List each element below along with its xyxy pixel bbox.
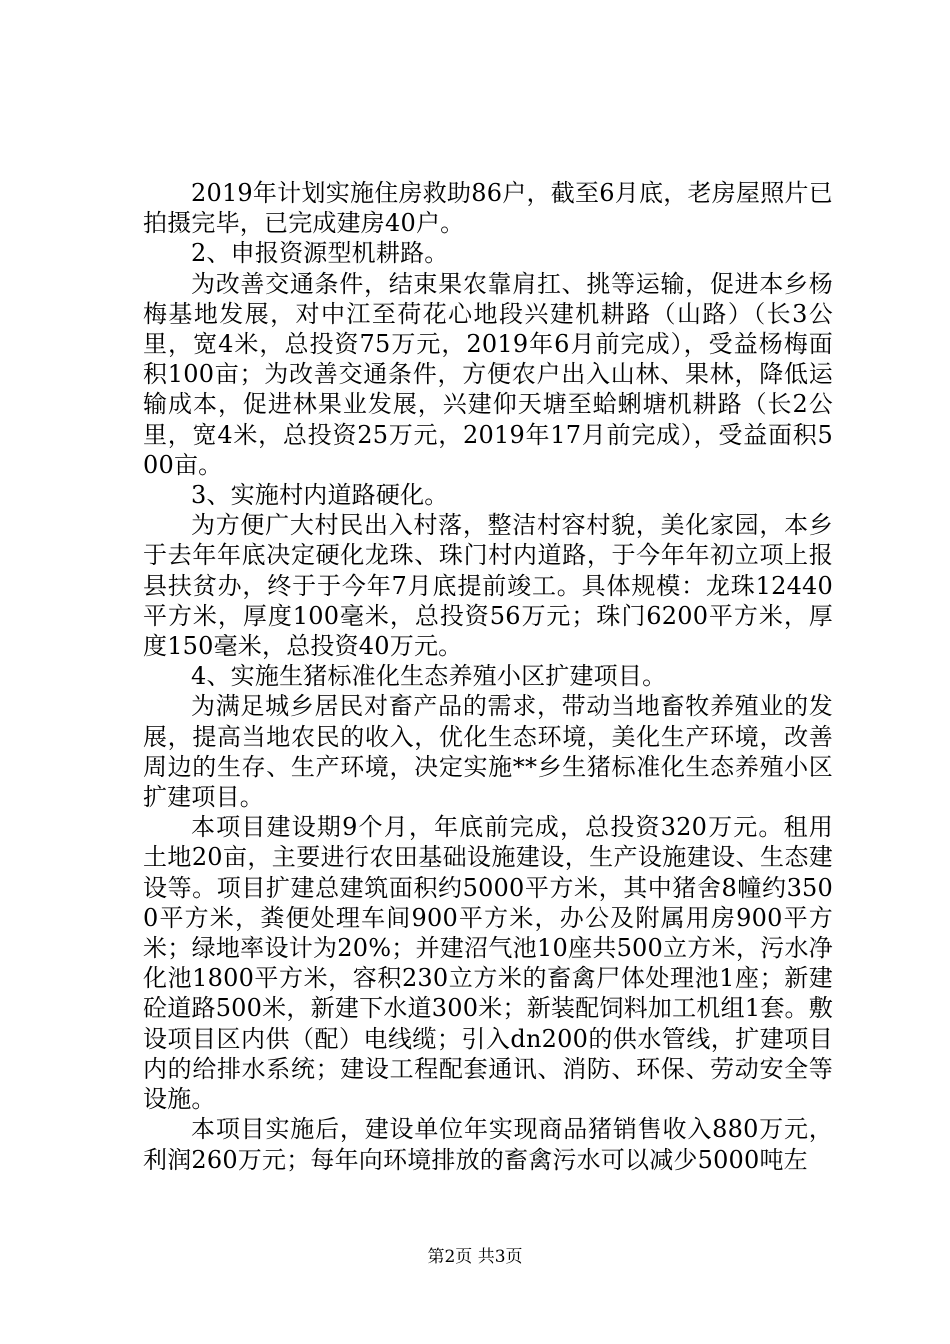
paragraph-pig-farm-benefit: 本项目实施后，建设单位年实现商品猪销售收入880万元，利润260万元；每年向环境排放的畜禽污水可以减少5000吨左: [143, 1115, 833, 1174]
heading-machine-road: 2、申报资源型机耕路。: [191, 239, 449, 268]
paragraph-village-road: 为方便广大村民出入村落，整洁村容村貌，美化家园，本乡于去年年底决定硬化龙珠、珠门村内道路，于今年年初立项上报县扶贫办，终于于今年7月底提前竣工。具体规模：龙珠12440平方米，厚度100毫米，总投资56万元；珠门6200平方米，厚度150毫米，总投资40万元。: [143, 511, 833, 661]
heading-village-road: 3、实施村内道路硬化。: [191, 481, 449, 510]
paragraph-pig-farm-scope: 本项目建设期9个月，年底前完成，总投资320万元。租用土地20亩，主要进行农田基础设施建设，生产设施建设、生态建设等。项目扩建总建筑面积约5000平方米，其中猪舍8幢约3500平方米，粪便处理车间900平方米，办公及附属用房900平方米；绿地率设计为20%；并建沼气池10座共500立方米，污水净化池1800平方米，容积230立方米的畜禽尸体处理池1座；新建砼道路500米，新建下水道300米；新装配饲料加工机组1套。敷设项目区内供（配）电线缆；引入dn200的供水管线，扩建项目内的给排水系统；建设工程配套通讯、消防、环保、劳动安全等设施。: [143, 813, 833, 1114]
document-body: [143, 178, 833, 1175]
paragraph-housing-aid: 2019年计划实施住房救助86户，截至6月底，老房屋照片已拍摄完毕，已完成建房40户。: [143, 179, 833, 238]
page-number: 第2页 共3页: [427, 1247, 523, 1267]
heading-pig-farm: 4、实施生猪标准化生态养殖小区扩建项目。: [191, 662, 667, 691]
paragraph-pig-farm-purpose: 为满足城乡居民对畜产品的需求，带动当地畜牧养殖业的发展，提高当地农民的收入，优化生态环境，美化生产环境，改善周边的生存、生产环境，决定实施**乡生猪标准化生态养殖小区扩建项目。: [143, 692, 833, 812]
paragraph-machine-road: 为改善交通条件，结束果农靠肩扛、挑等运输，促进本乡杨梅基地发展，对中江至荷花心地段兴建机耕路（山路）（长3公里，宽4米，总投资75万元，2019年6月前完成），受益杨梅面积100亩；为改善交通条件，方便农户出入山林、果林，降低运输成本，促进林果业发展，兴建仰天塘至蛤蜊塘机耕路（长2公里，宽4米，总投资25万元，2019年17月前完成），受益面积500亩。: [143, 269, 833, 479]
